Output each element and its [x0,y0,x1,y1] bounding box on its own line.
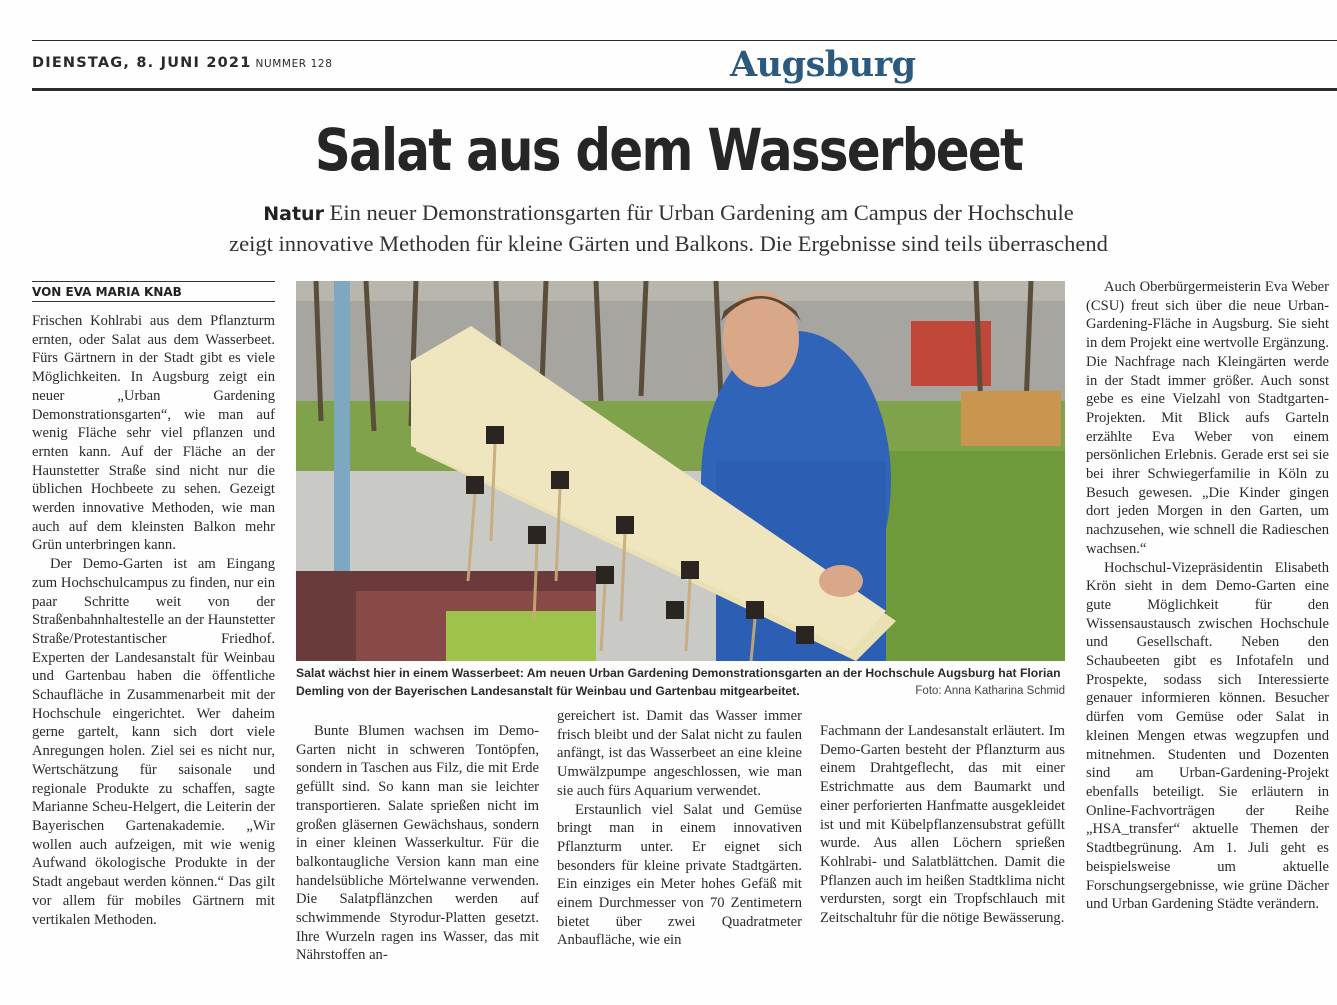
subheadline-line-2: zeigt innovative Methoden für kleine Gärten und Balkons. Die Ergebnisse sind teils überraschend [229,231,1108,256]
photo-gardener-image [296,281,1065,661]
column-1 [32,312,275,929]
issue-number: NUMMER 128 [255,58,333,70]
paragraph: gereichert ist. Damit das Wasser immer frisch bleibt und der Salat nicht zu faulen anfängt, ist das Wasserbeet an eine kleine Umwälzpumpe angeschlossen, wie man sie auch fürs Aquarium verwendet. [557,708,802,799]
caption-text: Salat wächst hier in einem Wasserbeet: Am neuen Urban Gardening Demonstrationsgarten an der Hochschule Augsburg hat Florian Demling von der Bayerischen Landesanstalt für Weinbau und Gartenbau mitgearbeitet. [296,666,1061,698]
kicker: Natur [263,203,324,225]
paragraph: Bunte Blumen wachsen im Demo-Garten nicht in schweren Tontöpfen, sondern in Taschen aus Filz, die mit Erde gefüllt sind. So kann man sie leichter transportieren. Salate sprießen nicht im großen gläsernen Gewächshaus, sondern in einer kleinen Wasserkultur. Für die balkontaugliche Version kann man eine handelsübliche Mörtelwanne verwenden. Die Salatpflänzchen werden auf schwimmende Styrodur-Platten gesetzt. Ihre Wurzeln ragen ins Wasser, das mit Nährstoffen an- [296,723,539,964]
headline: Salat aus dem Wasserbeet [314,116,1023,184]
issue-date: DIENSTAG, 8. JUNI 2021 [32,55,252,71]
subheadline-line-1: Ein neuer Demonstrationsgarten für Urban Gardening am Campus der Hochschule [329,200,1074,225]
paragraph: Frischen Kohlrabi aus dem Pflanzturm ernten, oder Salat aus dem Wasserbeet. Fürs Gärtnern in der Stadt gibt es viele Möglichkeiten. In Augsburg zeigt ein neuer „Urban Gardening Demonstrationsgarten“, wie man auf wenig Fläche sehr viel pflanzen und ernten kann. Auf der Fläche an der Haunstetter Straße sind nicht nur die üblichen Hochbeete zu sehen. Gezeigt werden innovative Methoden, wie man auch auf dem kleinsten Balkon mehr Grün unterbringen kann. [32,313,275,554]
column-5 [1086,278,1329,914]
subheadline [0,198,1337,258]
paragraph: Erstaunlich viel Salat und Gemüse bringt man in einem innovativen Pflanzturm unter. Er eignet sich besonders für kleine private Stadtgärten. Ein einziges ein Meter hohes Gefäß mit einem Durchmesser von 70 Zentimetern bietet über zwei Quadratmeter Anbaufläche, wie ein [557,801,802,949]
paragraph: Hochschul-Vizepräsidentin Elisabeth Krön sieht in dem Demo-Garten eine gute Möglichkeit für den Wissensaustausch zwischen Hochschule und Gesellschaft. Neben den Schaubeeten gibt es Infotafeln und Prospekte, sodass sich Interessierte genauer informieren können. Besucher dürfen vom Gemüse oder Salat in kleinen Mengen etwas wegzupfen und mitnehmen. Studenten und Dozenten sind am Urban-Gardening-Projekt ebenfalls beteiligt. Sie erläutern in Online-Fachvorträgen der Reihe „HSA_transfer“ aktuelle Themen der Stadtbegrünung. Am 1. Juli geht es beispielsweise um aktuelle Forschungsergebnisse, wie grüne Dächer und Urban Gardening Städte verändern. [1086,559,1329,913]
article-photo [296,281,1065,661]
byline: VON EVA MARIA KNAB [32,281,275,302]
column-2 [296,722,539,965]
header-rule [32,88,1337,91]
paragraph: Der Demo-Garten ist am Eingang zum Hochschulcampus zu finden, nur ein paar Schritte weit von der Straßenbahnhaltestelle an der Haunstetter Straße/Protestantischer Friedhof. Experten der Landesanstalt für Weinbau und Gartenbau haben die öffentliche Schaufläche in Zusammenarbeit mit der Hochschule eingerichtet. Wer daheim gerne gartelt, kann sich dort viele Anregungen holen. Ziel sei es nicht nur, Wertschätzung für saisonale und regionale Produkte zu schaffen, sagte Marianne Scheu-Helgert, die Leiterin der Bayerischen Gartenakademie. „Wir wollen auch aufzeigen, mit wie wenig Aufwand ökologische Produkte in der Stadt angebaut werden können.“ Das gilt vor allem für mobiles Gärtnern mit vertikalen Methoden. [32,556,275,928]
section-title: Augsburg [730,44,916,85]
column-4 [820,722,1065,928]
photo-credit: Foto: Anna Katharina Schmid [915,685,1065,697]
dateline [32,55,332,71]
paragraph: Fachmann der Landesanstalt erläutert. Im Demo-Garten besteht der Pflanzturm aus einem Drahtgeflecht, das mit einer Estrichmatte aus dem Baumarkt und einer perforierten Hanfmatte ausgekleidet ist und mit Kübelpflanzensubstrat gefüllt wurde. Aus allen Löchern sprießen Kohlrabi- und Salatblättchen. Damit die Pflanzen auch im heißen Stadtklima nicht verdursten, sorgt ein Tropfschlauch mit Zeitschaltuhr für die nötige Bewässerung. [820,723,1065,927]
paragraph: Auch Oberbürgermeisterin Eva Weber (CSU) freut sich über die neue Urban-Gardening-Fläche in Augsburg. Sie sieht in dem Projekt eine wertvolle Ergänzung. Die Nachfrage nach Kleingärten werde in der Stadt immer größer. Auch sonst gebe es eine Vielzahl von Stadtgarten-Projekten. Mit Blick aufs Garteln erzählte Eva Weber von einem persönlichen Erlebnis. Gerade erst sei sie bei ihrer Schwiegerfamilie in Köln zu Besuch gewesen. „Die Kinder gingen dort jeden Morgen in den Garten, um nachzusehen, wie schnell die Radieschen wachsen.“ [1086,279,1329,557]
photo-caption [296,664,1065,700]
top-rule [32,40,1337,41]
column-3 [557,707,802,950]
